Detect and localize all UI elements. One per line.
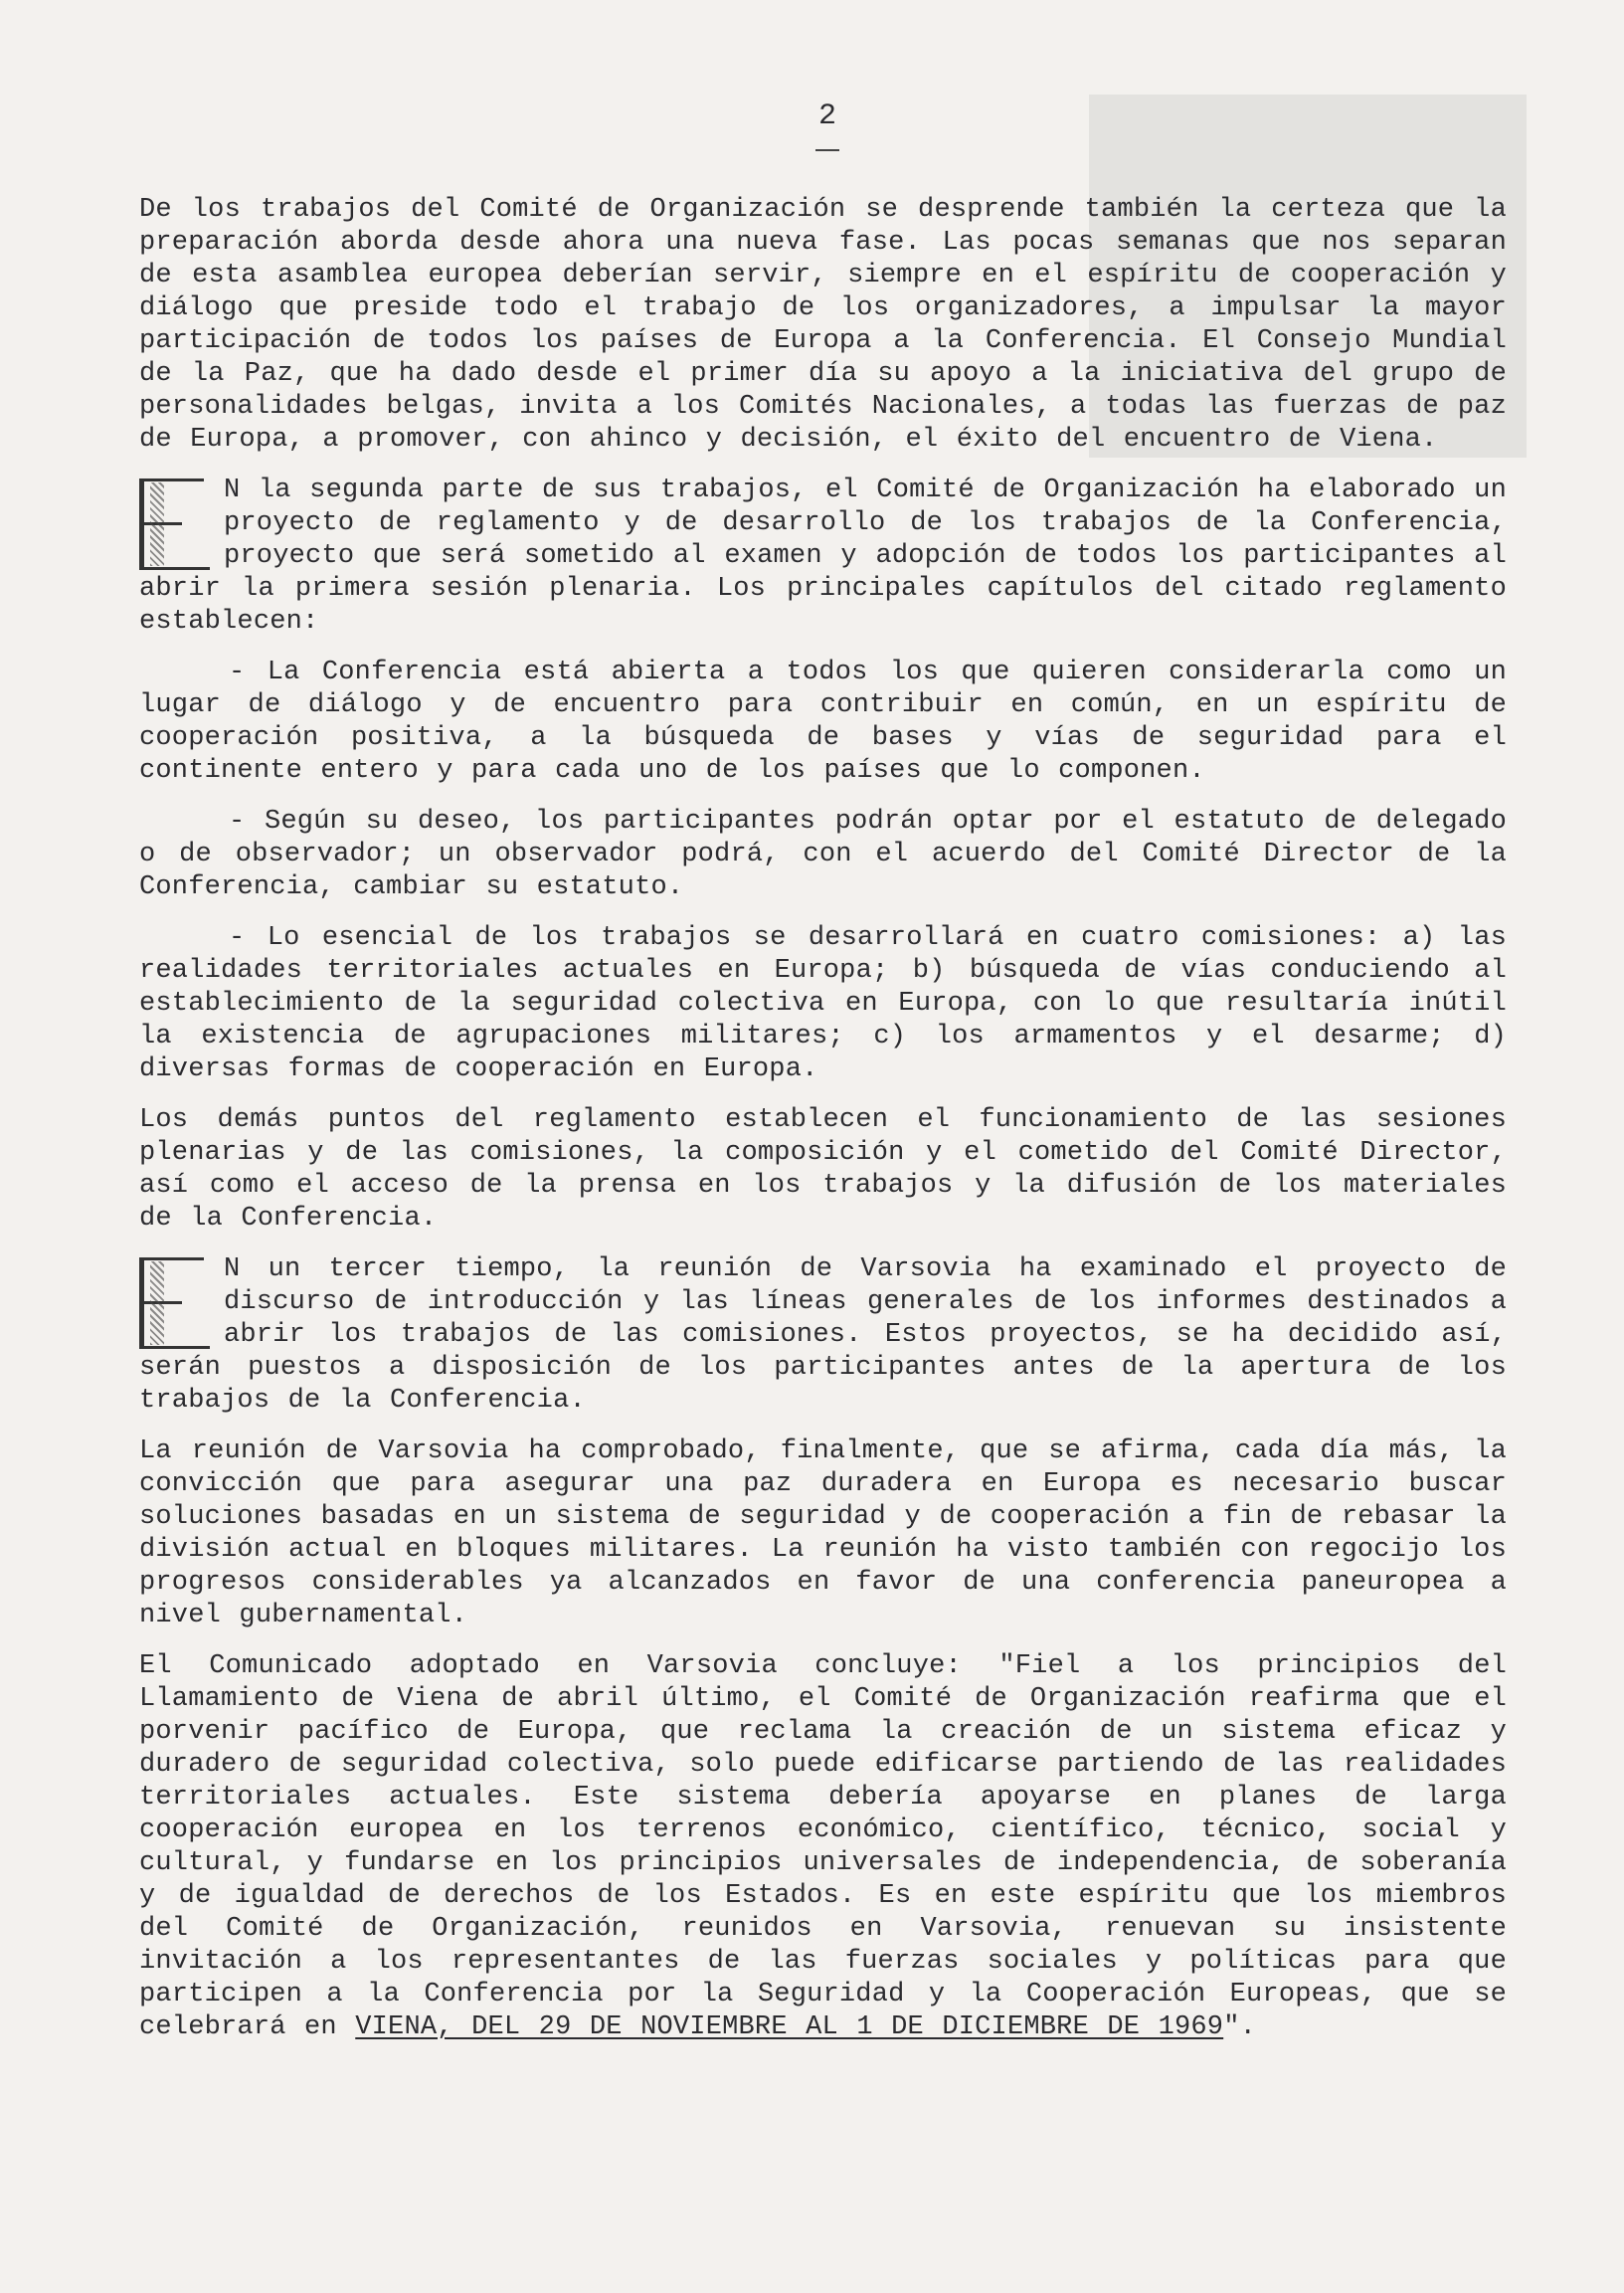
paragraph-9-text: El Comunicado adoptado en Varsovia concluye: "Fiel a los principios del Llamamiento de Viena de abril último, el Comité de Organización reafirma que el porvenir pacífico de Europa, que reclama la creación de un sistema eficaz y duradero de seguridad colectiva, solo puede edificarse partiendo de las realidades territoriales actuales. Este sistema debería apoyarse en planes de larga cooperación europea en los terrenos económico, científico, técnico, social y cultural, y fundarse en los principios universales de independencia, de soberanía y de igualdad de derechos de los Estados. Es en este espíritu que los miembros del Comité de Organización, reunidos en Varsovia, renuevan su insistente invitación a los representantes de las fuerzas sociales y políticas para que participen a la Conferencia por la Seguridad y la Cooperación Europeas, que se celebrará en — [139, 1651, 1507, 2042]
page-number: 2 — [817, 99, 836, 133]
closing-quote: ". — [1223, 2012, 1256, 2042]
paragraph-5: - Lo esencial de los trabajos se desarrollará en cuatro comisiones: a) las realidades territoriales actuales en Europa; b) búsqueda de vías conduciendo al establecimiento de la seguridad colectiva en Europa, con lo que resultaría inútil la existencia de agrupaciones militares; c) los armamentos y el desarme; d) diversas formas de cooperación en Europa. — [139, 923, 1507, 1084]
paragraph-2: N la segunda parte de sus trabajos, el Comité de Organización ha elaborado un proyecto de reglamento y de desarrollo de los trabajos de la Conferencia, proyecto que será sometido al examen y adopción de todos los participantes al abrir la primera sesión plenaria. Los principales capítulos del citado reglamento establecen: — [139, 476, 1507, 637]
page-number-dash — [815, 149, 839, 151]
paragraph-3: - La Conferencia está abierta a todos los que quieren considerarla como un lugar de diálogo y de encuentro para contribuir en común, en un espíritu de cooperación positiva, a la búsqueda de bases y vías de seguridad para el continente entero y para cada uno de los países que lo componen. — [139, 658, 1507, 786]
paragraph-2-block — [139, 475, 1507, 639]
body-text — [139, 194, 1507, 2044]
dropcap-e-icon-2 — [139, 1257, 214, 1349]
dropcap-e-icon — [139, 478, 214, 570]
conference-date: VIENA, DEL 29 DE NOVIEMBRE AL 1 DE DICIEMBRE DE 1969 — [355, 2012, 1224, 2042]
paragraph-6: Los demás puntos del reglamento establecen el funcionamiento de las sesiones plenarias y de las comisiones, la composición y el cometido del Comité Director, así como el acceso de la prensa en los trabajos y la difusión de los materiales de la Conferencia. — [139, 1105, 1507, 1234]
paragraph-4: - Según su deseo, los participantes podrán optar por el estatuto de delegado o de observador; un observador podrá, con el acuerdo del Comité Director de la Conferencia, cambiar su estatuto. — [139, 807, 1507, 902]
paragraph-1: De los trabajos del Comité de Organización se desprende también la certeza que la preparación aborda desde ahora una nueva fase. Las pocas semanas que nos separan de esta asamblea europea deberían servir, siempre en el espíritu de cooperación y diálogo que preside todo el trabajo de los organizadores, a impulsar la mayor participación de todos los países de Europa a la Conferencia. El Consejo Mundial de la Paz, que ha dado desde el primer día su apoyo a la iniciativa del grupo de personalidades belgas, invita a los Comités Nacionales, a todas las fuerzas de paz de Europa, a promover, con ahinco y decisión, el éxito del encuentro de Viena. — [139, 195, 1507, 455]
paragraph-7-block — [139, 1253, 1507, 1418]
paragraph-7: N un tercer tiempo, la reunión de Varsovia ha examinado el proyecto de discurso de introducción y las líneas generales de los informes destinados a abrir los trabajos de las comisiones. Estos proyectos, se ha decidido así, serán puestos a disposición de los participantes antes de la apertura de los trabajos de la Conferencia. — [139, 1254, 1507, 1416]
paragraph-9 — [139, 1650, 1507, 2044]
paragraph-8: La reunión de Varsovia ha comprobado, finalmente, que se afirma, cada día más, la convicción que para asegurar una paz duradera en Europa es necesario buscar soluciones basadas en un sistema de seguridad y de cooperación a fin de rebasar la división actual en bloques militares. La reunión ha visto también con regocijo los progresos considerables ya alcanzados en favor de una conferencia paneuropea a nivel gubernamental. — [139, 1436, 1507, 1630]
